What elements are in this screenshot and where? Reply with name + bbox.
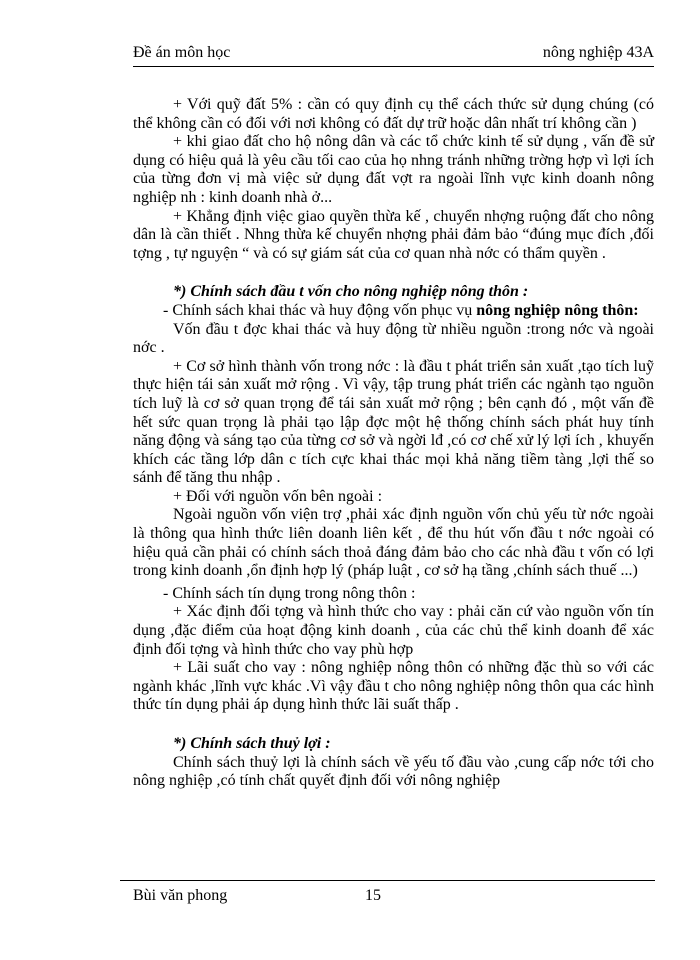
page-header <box>133 42 654 67</box>
paragraph-land-fund: + Với quỹ đất 5% : cần có quy định cụ thể cách thức sử dụng chúng (có thể không cần có đối với nơi không có đất dự trữ hoặc dân nhất trí không cần ) <box>133 96 654 132</box>
paragraph-capital-sources: Vốn đầu t đợc khai thác và huy động từ nhiều nguồn :trong nớc và ngoài nớc . <box>133 320 654 357</box>
paragraph-capital-mobilization <box>133 302 654 321</box>
document-body <box>133 96 654 791</box>
page-footer <box>120 880 655 911</box>
paragraph-land-allocation: + khi giao đất cho hộ nông dân và các tổ chức kinh tế sử dụng , vấn đề sử dụng có hiệu quả là yêu cầu tối cao của họ nhng tránh những trờng hợp vì lợi ích của từng đơn vị mà việc sử dụng đất vợt ra ngoài lĩnh vực kinh doanh nông nghiệp nh : kinh doanh nhà ở... <box>133 133 654 206</box>
paragraph-credit-policy: - Chính sách tín dụng trong nông thôn : <box>163 584 416 602</box>
header-course-title: Đề án môn học <box>133 44 231 61</box>
paragraph-domestic-capital: + Cơ sở hình thành vốn trong nớc : là đầu t phát triển sản xuất ,tạo tích luỹ thực hiện tái sản xuất mở rộng . Vì vậy, tập trung phát triển các ngành tạo nguồn tích luỹ là cơ sở quan trọng để tái sản xuất mở rộng ; bên cạnh đó , một vấn đề hết sức quan trọng là phải tạo lập đợc một hệ thống chính sách phát huy tính năng động và sáng tạo của từng cơ sở và ngời lđ ,có cơ chế xử lý lợi ích , khuyến khích các tầng lớp dân c tích cực khai thác mọi khả năng tiềm tàng ,lợi thế so sánh để tăng thu nhập . <box>133 357 654 487</box>
header-class-label: nông nghiệp 43A <box>542 44 654 61</box>
capital-mobilization-bold: nông nghiệp nông thôn: <box>476 301 639 319</box>
section-heading-investment: *) Chính sách đầu t vốn cho nông nghiệp nông thôn : <box>173 283 529 301</box>
paragraph-irrigation: Chính sách thuỷ lợi là chính sách về yếu tố đầu vào ,cung cấp nớc tới cho nông nghiệp ,có tính chất quyết định đối với nông nghiệp <box>133 753 654 790</box>
section-heading-irrigation: *) Chính sách thuỷ lợi : <box>173 735 331 752</box>
paragraph-interest-rate: + Lãi suất cho vay : nông nghiệp nông thôn có những đặc thù so với các ngành khác ,lĩnh vực khác .Vì vậy đầu t cho nông nghiệp nông thôn qua các hình thức tín dụng phải áp dụng hình thức lãi suất thấp . <box>133 659 654 714</box>
paragraph-loan-targets: + Xác định đối tợng và hình thức cho vay : phải căn cứ vào nguồn vốn tín dụng ,đặc điểm của hoạt động kinh doanh , của các chủ thể kinh doanh để xác định đối tợng và hình thức cho vay phù hợp <box>133 603 654 658</box>
paragraph-inheritance: + Khẳng định việc giao quyền thừa kế , chuyển nhợng ruộng đất cho nông dân là cần thiết . Nhng thừa kế chuyển nhợng phải đảm bảo “đúng mục đích ,đối tợng , tự nguyện “ và có sự giám sát của cơ quan nhà nớc có thẩm quyền . <box>133 207 654 262</box>
paragraph-foreign-capital: Ngoài nguồn vốn viện trợ ,phải xác định nguồn vốn chủ yếu từ nớc ngoài là thông qua hình thức liên doanh liên kết , để thu hút vốn đầu t nớc ngoài có hiệu quả cần phải có chính sách thoả đáng đảm bảo cho các nhà đầu t vốn có lợi trong kinh doanh ,ổn định hợp lý (pháp luật , cơ sở hạ tầng ,chính sách thuế ...) <box>133 506 654 580</box>
paragraph-foreign-capital-heading: + Đối với nguồn vốn bên ngoài : <box>173 487 383 505</box>
footer-author: Bùi văn phong <box>133 887 228 904</box>
page-number: 15 <box>365 887 381 904</box>
capital-mobilization-text: - Chính sách khai thác và huy động vốn phục vụ <box>163 301 477 319</box>
